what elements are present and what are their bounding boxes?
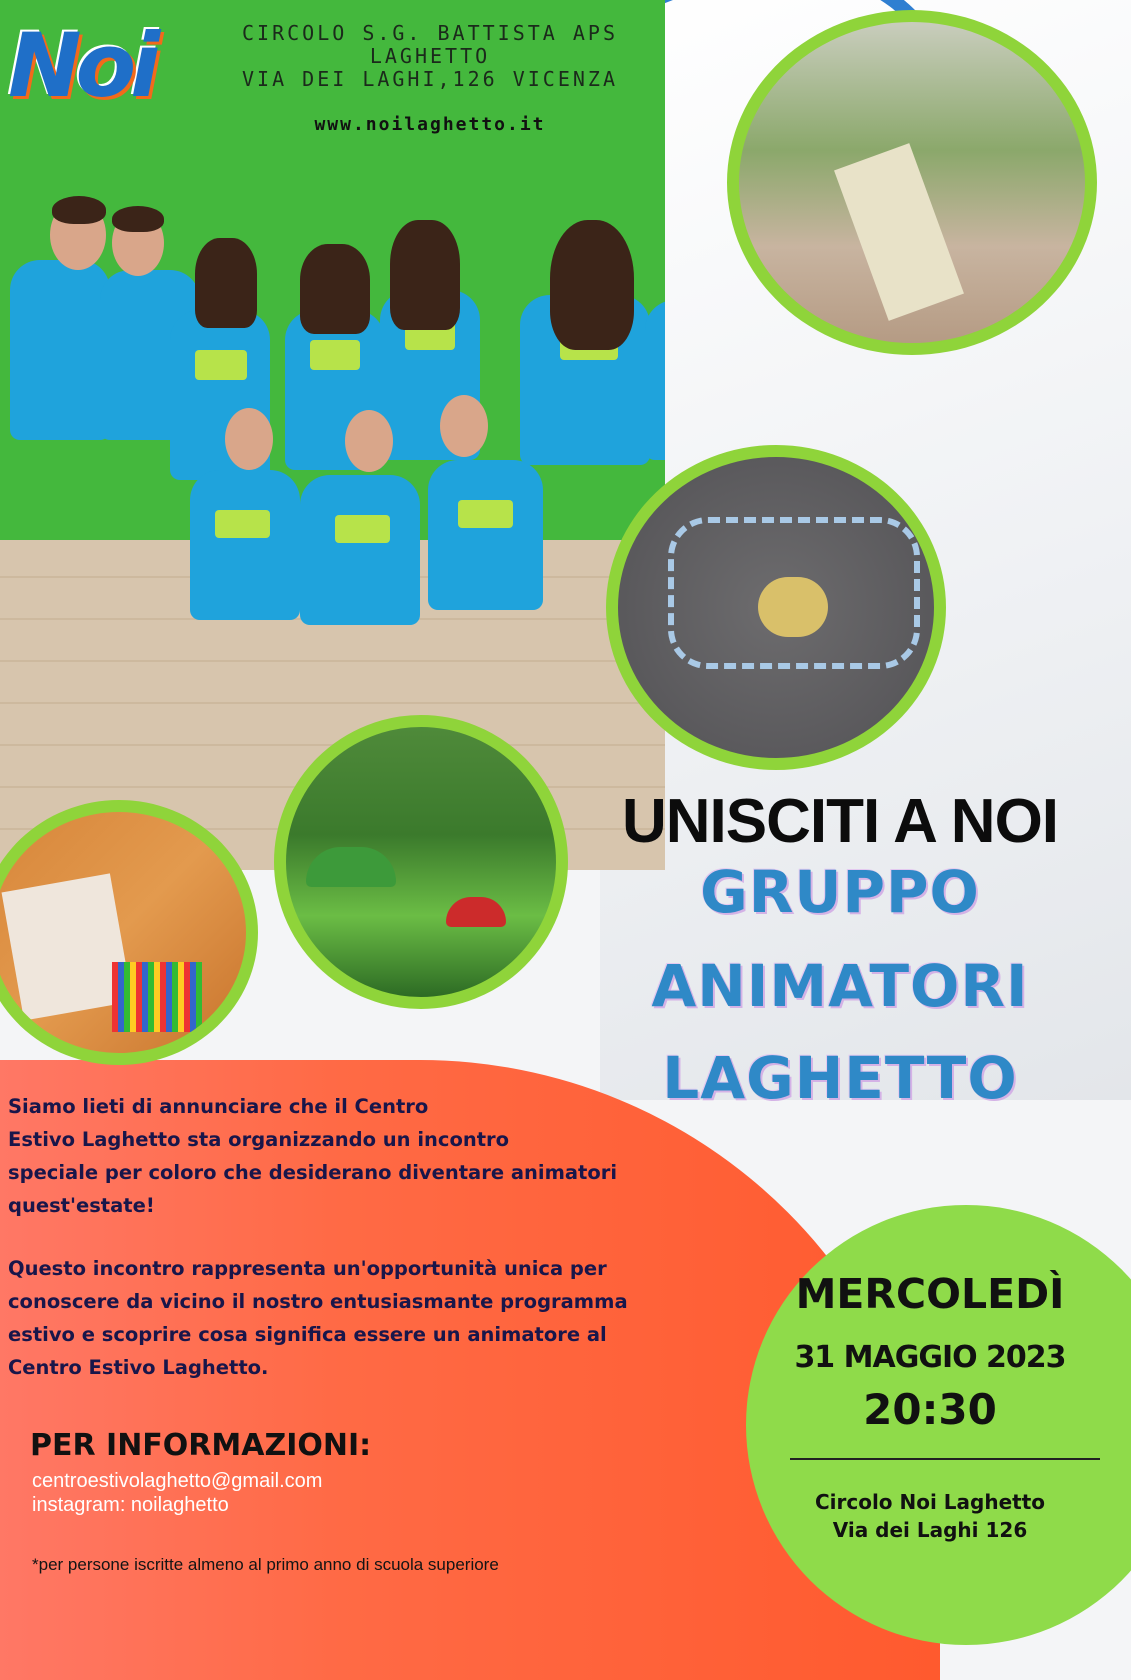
headline-title: UNISCITI A NOI (621, 787, 1059, 856)
event-place-address: Via dei Laghi 126 (832, 1518, 1028, 1542)
info-title: PER INFORMAZIONI: (30, 1428, 372, 1463)
noi-logo (8, 14, 168, 134)
event-place-name: Circolo Noi Laghetto (814, 1490, 1046, 1514)
announcement-paragraph: Siamo lieti di annunciare che il Centro Estivo Laghetto sta organizzando un incontro speciale per coloro che desiderano diventare animatori quest'estate! (8, 1095, 618, 1217)
event-divider (790, 1458, 1100, 1460)
event-date: 31 MAGGIO 2023 (794, 1340, 1066, 1375)
org-street: VIA DEI LAGHI,126 VICENZA (241, 67, 619, 91)
group-title-line1: GRUPPO (700, 858, 980, 926)
meeting-room-photo (727, 10, 1097, 355)
event-day: MERCOLEDÌ (795, 1270, 1065, 1318)
event-time: 20:30 (863, 1385, 997, 1434)
chalk-art-photo (606, 445, 946, 770)
website-link[interactable]: www.noilaghetto.it (314, 114, 546, 135)
organization-address (200, 22, 660, 91)
group-title-line2: ANIMATORI (651, 952, 1029, 1020)
hiking-group-photo (274, 715, 568, 1009)
logo-text: Noi (8, 14, 155, 117)
org-location: LAGHETTO (369, 44, 491, 68)
contact-instagram[interactable]: instagram: noilaghetto (32, 1494, 229, 1516)
eligibility-note: *per persone iscritte almeno al primo anno di scuola superiore (32, 1555, 499, 1574)
group-title-line3: LAGHETTO (662, 1044, 1018, 1112)
person-group (0, 180, 665, 740)
contact-email[interactable]: centroestivolaghetto@gmail.com (32, 1470, 323, 1492)
org-name: CIRCOLO S.G. BATTISTA APS (241, 21, 619, 45)
description-paragraph: Questo incontro rappresenta un'opportunità unica per conoscere da vicino il nostro entusiasmante programma estivo e scoprire cosa significa essere un animatore al Centro Estivo Laghetto. (8, 1257, 628, 1379)
